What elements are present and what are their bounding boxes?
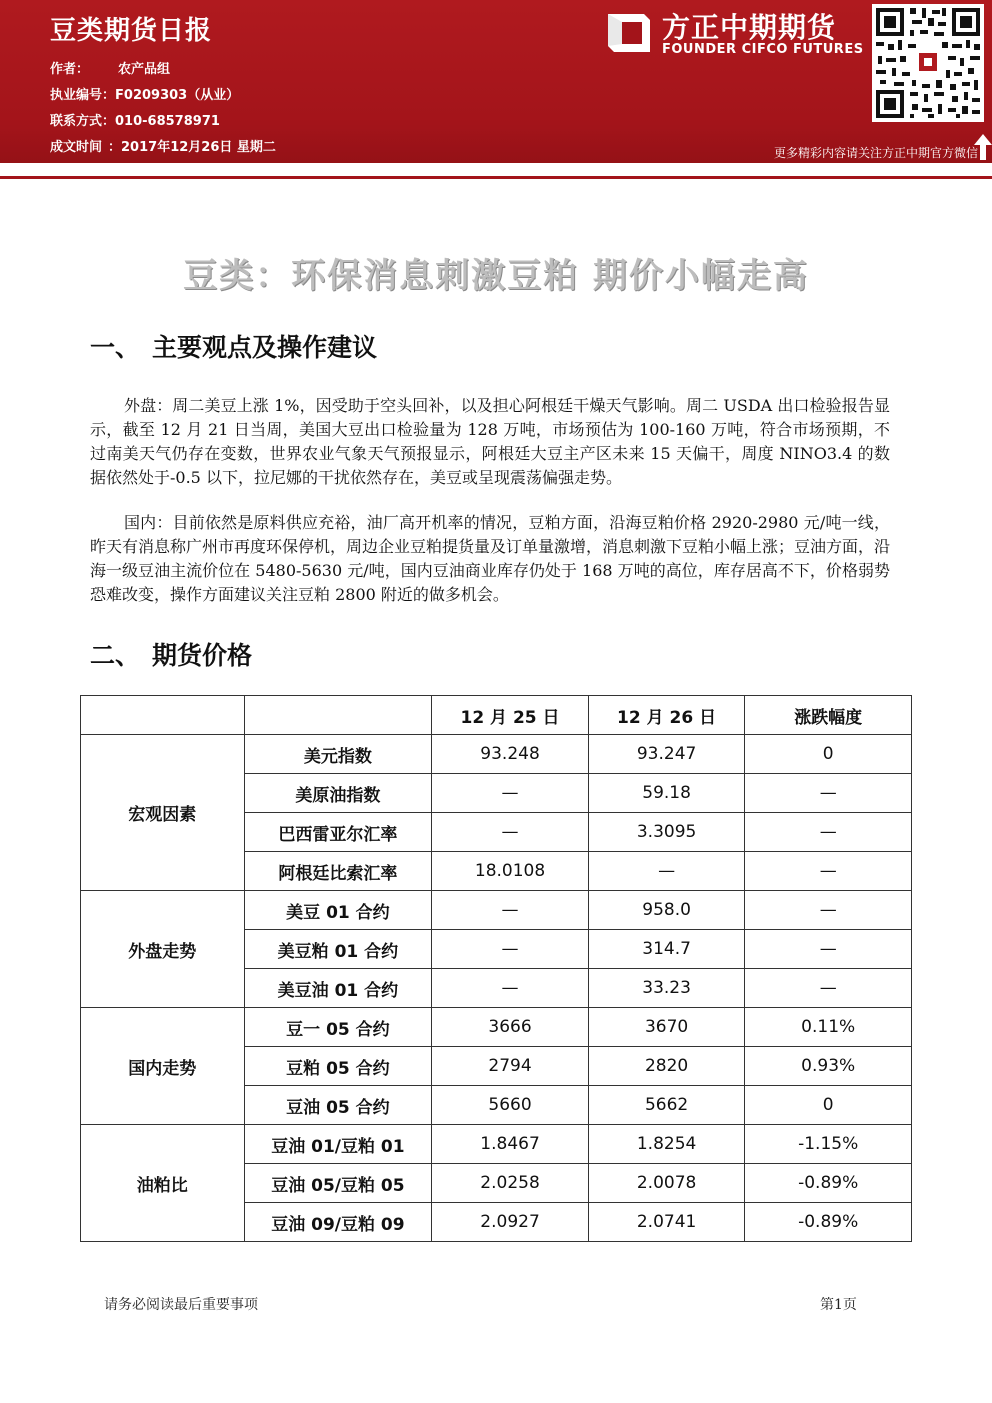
table-header-change: 涨跌幅度 [745,696,912,735]
meta-license [50,84,239,103]
table-row [81,891,912,930]
value-cell: — [432,969,589,1008]
value-cell: 1.8254 [588,1125,745,1164]
group-label: 油粕比 [81,1125,245,1242]
section-title: 期货价格 [152,641,253,670]
item-name: 美元指数 [244,735,432,774]
wechat-qr-code [872,4,984,122]
value-cell: 18.0108 [432,852,589,891]
change-cell: 0.93% [745,1047,912,1086]
meta-contact [50,110,220,129]
meta-value: F0209303（从业） [115,88,240,103]
item-name: 豆粕 05 合约 [244,1047,432,1086]
company-logo [604,6,864,66]
item-name: 美豆粕 01 合约 [244,930,432,969]
item-name: 豆一 05 合约 [244,1008,432,1047]
section-heading-views [90,328,377,364]
value-cell: — [432,930,589,969]
item-name: 豆油 09/豆粕 09 [244,1203,432,1242]
report-header [0,0,992,178]
change-cell: 0 [745,1086,912,1125]
table-header-date-2: 12 月 26 日 [588,696,745,735]
value-cell: 33.23 [588,969,745,1008]
value-cell: 59.18 [588,774,745,813]
report-name: 豆类期货日报 [50,16,213,46]
section-number: 二、 [90,641,141,670]
meta-label: 执业编号： [50,88,116,103]
meta-value: 010-68578971 [115,114,220,129]
logo-english-name: FOUNDER CIFCO FUTURES [662,42,864,57]
logo-mark-icon [604,8,654,58]
value-cell: 93.247 [588,735,745,774]
item-name: 美豆油 01 合约 [244,969,432,1008]
value-cell: 5660 [432,1086,589,1125]
paragraph-overseas: 外盘：周二美豆上涨 1%，因受助于空头回补，以及担心阿根廷干燥天气影响。周二 USDA 出口检验报告显示，截至 12 月 21 日当周，美国大豆出口检验量为 128 万吨，市场预估为 100-160 万吨，符合市场预期，不过南美天气仍存在变数，世界农业气象天气预报显示，阿根廷大豆主产区未来 15 天偏干，周度 NINO3.4 的数据依然处于-0.5 以下，拉尼娜的干扰依然存在，美豆或呈现震荡偏强走势。 [90,396,890,487]
wechat-follow-note: 更多精彩内容请关注方正中期官方微信 [773,146,978,160]
table-header-date-1: 12 月 25 日 [432,696,589,735]
value-cell: 3666 [432,1008,589,1047]
group-label: 外盘走势 [81,891,245,1008]
item-name: 阿根廷比索汇率 [244,852,432,891]
change-cell: 0.11% [745,1008,912,1047]
section-number: 一、 [90,333,141,362]
logo-chinese-name: 方正中期期货 [662,11,837,44]
item-name: 巴西雷亚尔汇率 [244,813,432,852]
item-name: 豆油 01/豆粕 01 [244,1125,432,1164]
change-cell: -0.89% [745,1164,912,1203]
value-cell: — [432,813,589,852]
table-header-cell [244,696,432,735]
paragraph-domestic: 国内：目前依然是原料供应充裕，油厂高开机率的情况，豆粕方面，沿海豆粕价格 2920-2980 元/吨一线，昨天有消息称广州市再度环保停机，周边企业豆粕提货量及订单量激增，消息刺激下豆粕小幅上涨；豆油方面，沿海一级豆油主流价位在 5480-5630 元/吨，国内豆油商业库存仍处于 168 万吨的高位，库存居高不下，价格弱势恐难改变，操作方面建议关注豆粕 2800 附近的做多机会。 [90,513,891,604]
section-title: 主要观点及操作建议 [152,333,378,362]
change-cell: — [745,774,912,813]
meta-date [50,136,276,155]
section-heading-prices [90,636,252,672]
meta-author [50,58,170,77]
up-arrow-icon [974,134,992,160]
value-cell: 314.7 [588,930,745,969]
change-cell: — [745,930,912,969]
change-cell: — [745,852,912,891]
meta-label: 联系方式： [50,114,116,129]
item-name: 豆油 05/豆粕 05 [244,1164,432,1203]
group-label: 宏观因素 [81,735,245,891]
value-cell: 958.0 [588,891,745,930]
futures-price-table [80,695,912,1242]
table-row [81,1008,912,1047]
value-cell: 2820 [588,1047,745,1086]
page-number: 第1页 [820,1297,857,1313]
meta-label: 成文时间 [50,140,103,155]
item-name: 美豆 01 合约 [244,891,432,930]
item-name: 美原油指数 [244,774,432,813]
change-cell: -1.15% [745,1125,912,1164]
value-cell: 2.0258 [432,1164,589,1203]
table-header-row [81,696,912,735]
value-cell: — [432,891,589,930]
value-cell: 2794 [432,1047,589,1086]
meta-label: 作者： [50,62,90,77]
footer-disclaimer: 请务必阅读最后重要事项 [104,1297,258,1313]
value-cell: 2.0078 [588,1164,745,1203]
value-cell: 3.3095 [588,813,745,852]
table-row [81,735,912,774]
change-cell: 0 [745,735,912,774]
value-cell: 5662 [588,1086,745,1125]
value-cell: — [588,852,745,891]
value-cell: 2.0741 [588,1203,745,1242]
value-cell: — [432,774,589,813]
meta-value: ：2017年12月26日 星期二 [108,140,276,155]
change-cell: -0.89% [745,1203,912,1242]
item-name: 豆油 05 合约 [244,1086,432,1125]
document-title: 豆类：环保消息刺激豆粕 期价小幅走高 [183,256,809,296]
change-cell: — [745,891,912,930]
value-cell: 93.248 [432,735,589,774]
change-cell: — [745,813,912,852]
change-cell: — [745,969,912,1008]
qr-code-icon [872,4,984,122]
value-cell: 3670 [588,1008,745,1047]
group-label: 国内走势 [81,1008,245,1125]
header-rule [0,176,992,179]
meta-value: 农产品组 [118,62,171,77]
table-row [81,1125,912,1164]
table-header-cell [81,696,245,735]
value-cell: 1.8467 [432,1125,589,1164]
value-cell: 2.0927 [432,1203,589,1242]
